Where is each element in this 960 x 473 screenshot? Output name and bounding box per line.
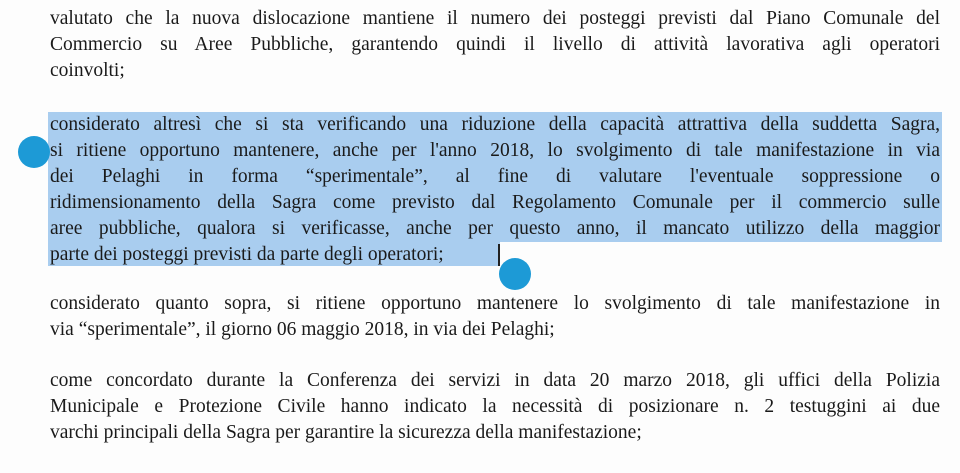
selection-end-caret (498, 244, 500, 266)
paragraph-1-line-2: Commercio su Aree Pubbliche, garantendo quindi il livello di attività lavorativa agli operatori (50, 34, 940, 55)
paragraph-3-line-1: considerato quanto sopra, si ritiene opportuno mantenere lo svolgimento di tale manifestazione in (50, 293, 940, 314)
selection-start-handle[interactable] (18, 136, 50, 168)
paragraph-2-line-1[interactable]: considerato altresì che si sta verificando una riduzione della capacità attrattiva della suddetta Sagra, (50, 114, 940, 135)
paragraph-2-line-5[interactable]: aree pubbliche, qualora si verificasse, anche per questo anno, il mancato utilizzo della maggior (50, 218, 940, 239)
selection-end-handle[interactable] (499, 258, 531, 290)
paragraph-2-line-3[interactable]: dei Pelaghi in forma “sperimentale”, al fine di valutare l'eventuale soppressione o (50, 166, 940, 187)
paragraph-1-line-3: coinvolti; (50, 60, 125, 81)
paragraph-4-line-2: Municipale e Protezione Civile hanno indicato la necessità di posizionare n. 2 testuggini ai due (50, 396, 940, 417)
paragraph-2-line-6[interactable]: parte dei posteggi previsti da parte degli operatori; (50, 244, 444, 265)
paragraph-4-line-1: come concordato durante la Conferenza dei servizi in data 20 marzo 2018, gli uffici della Polizia (50, 370, 940, 391)
paragraph-2-line-2[interactable]: si ritiene opportuno mantenere, anche per l'anno 2018, lo svolgimento di tale manifestazione in via (50, 140, 940, 161)
paragraph-4-line-3: varchi principali della Sagra per garantire la sicurezza della manifestazione; (50, 422, 642, 443)
paragraph-3-line-2: via “sperimentale”, il giorno 06 maggio 2018, in via dei Pelaghi; (50, 319, 555, 340)
paragraph-1-line-1: valutato che la nuova dislocazione mantiene il numero dei posteggi previsti dal Piano Comunale del (50, 8, 940, 29)
paragraph-2-line-4[interactable]: ridimensionamento della Sagra come previsto dal Regolamento Comunale per il commercio sulle (50, 192, 940, 213)
